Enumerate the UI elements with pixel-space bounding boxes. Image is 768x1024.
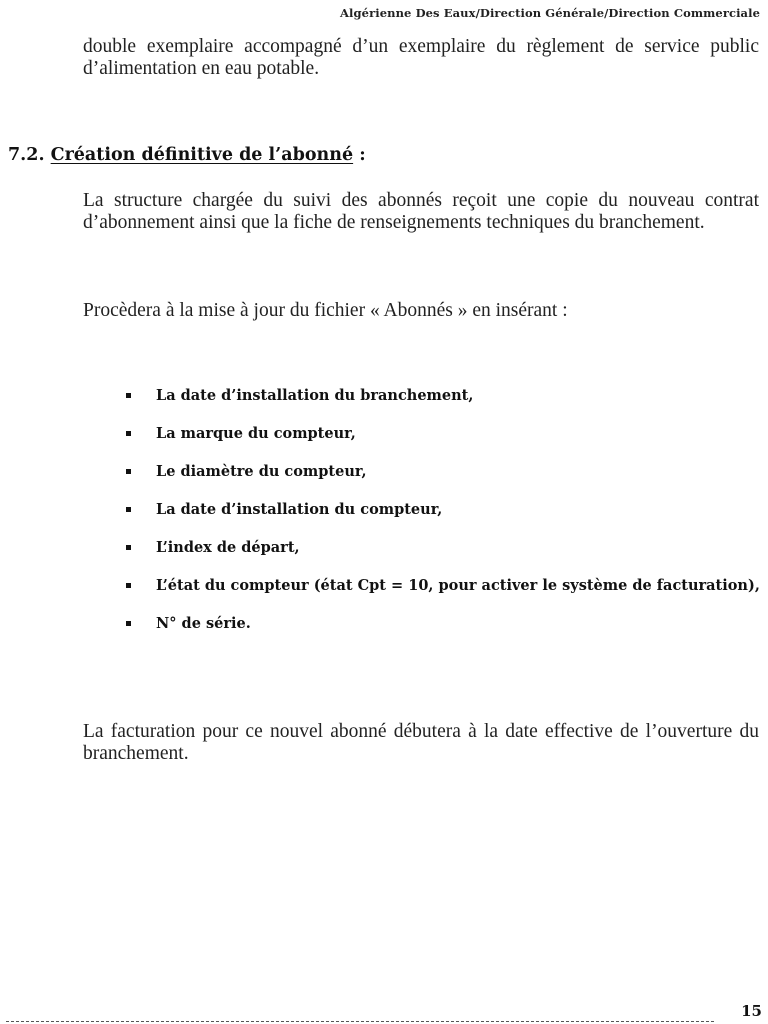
structure-paragraph: La structure chargée du suivi des abonnés reçoit une copie du nouveau contrat d’abonnement ainsi que la fiche de renseignements techniques du branchement. xyxy=(83,190,759,233)
list-item-text: La date d’installation du compteur, xyxy=(156,501,443,518)
list-item xyxy=(126,386,760,406)
intro-paragraph: double exemplaire accompagné d’un exemplaire du règlement de service public d’alimentation en eau potable. xyxy=(83,36,759,79)
square-bullet-icon xyxy=(126,583,131,588)
footer-divider xyxy=(6,1021,714,1022)
list-item xyxy=(126,576,760,596)
list-item xyxy=(126,538,760,558)
square-bullet-icon xyxy=(126,545,131,550)
page-number: 15 xyxy=(741,1002,762,1020)
section-number: 7.2. xyxy=(8,145,45,165)
list-item xyxy=(126,614,760,634)
list-item-text: L’état du compteur (état Cpt = 10, pour activer le système de facturation), xyxy=(156,577,760,594)
list-item xyxy=(126,462,760,482)
fields-bullet-list xyxy=(126,386,760,652)
procedure-paragraph: Procèdera à la mise à jour du fichier « Abonnés » en insérant : xyxy=(83,300,568,321)
square-bullet-icon xyxy=(126,469,131,474)
list-item-text: Le diamètre du compteur, xyxy=(156,463,367,480)
list-item xyxy=(126,500,760,520)
billing-paragraph: La facturation pour ce nouvel abonné débutera à la date effective de l’ouverture du branchement. xyxy=(83,721,759,764)
list-item-text: La marque du compteur, xyxy=(156,425,356,442)
section-title: Création définitive de l’abonné xyxy=(50,145,354,165)
list-item xyxy=(126,424,760,444)
document-header: Algérienne Des Eaux/Direction Générale/Direction Commerciale xyxy=(340,6,760,20)
square-bullet-icon xyxy=(126,431,131,436)
section-heading xyxy=(8,145,366,165)
square-bullet-icon xyxy=(126,393,131,398)
list-item-text: La date d’installation du branchement, xyxy=(156,387,474,404)
list-item-text: N° de série. xyxy=(156,615,251,632)
square-bullet-icon xyxy=(126,621,131,626)
section-suffix: : xyxy=(359,145,366,165)
square-bullet-icon xyxy=(126,507,131,512)
list-item-text: L’index de départ, xyxy=(156,539,300,556)
